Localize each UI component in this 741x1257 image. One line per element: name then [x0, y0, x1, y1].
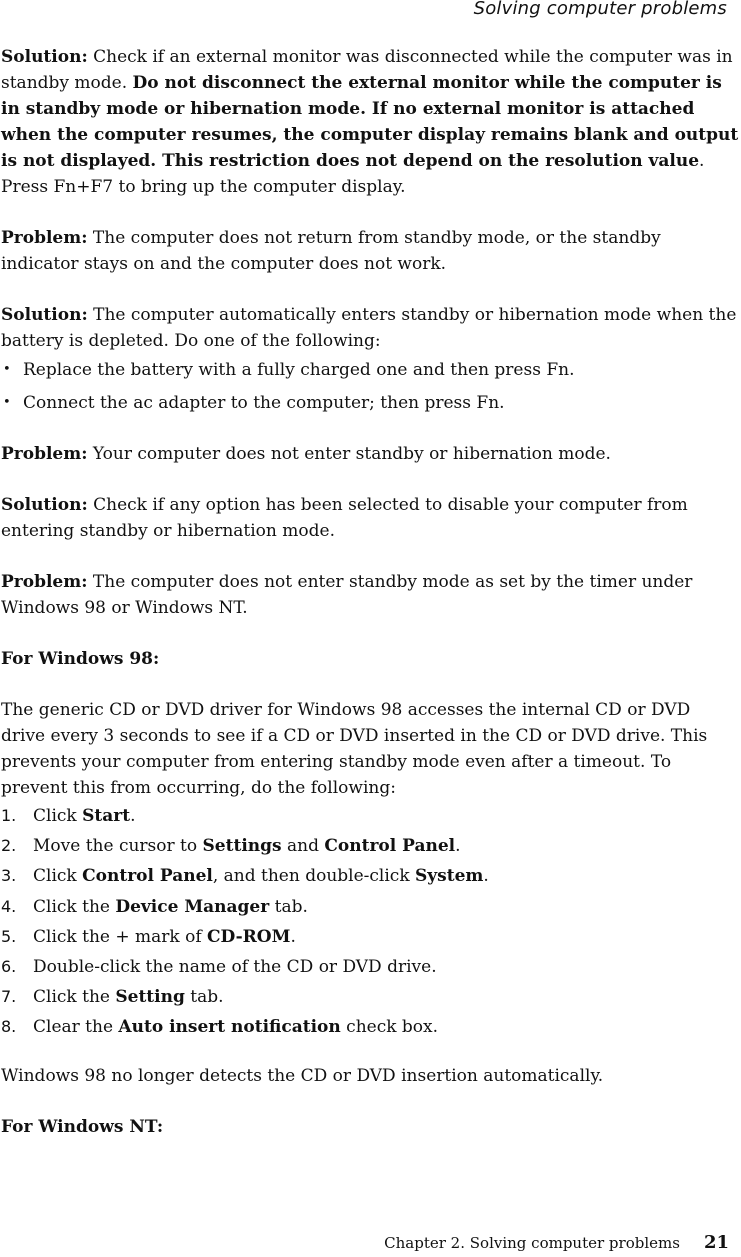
windowsnt-heading: For Windows NT: — [1, 1116, 164, 1137]
paragraph-text: Check if any option has been selected to disable your computer from entering standby or hibernation mode. — [1, 495, 688, 541]
windows98-intro: The generic CD or DVD driver for Windows 98 accesses the internal CD or DVD drive every 3 seconds to see if a CD or DVD inserted in the CD or DVD drive. This prevents your computer from entering standby mode even after a timeout. To prevent this from occurring, do the following: — [1, 700, 708, 798]
solution-label: Solution: — [1, 305, 88, 325]
ui-term: Device Manager — [115, 896, 270, 917]
step-text: and — [281, 836, 325, 857]
problem-paragraph-timer — [1, 569, 739, 621]
step-number: 3. — [1, 866, 17, 886]
step-text: check box. — [340, 1017, 439, 1038]
bullet-item: • Replace the battery with a fully charged one and then press Fn. — [1, 357, 739, 383]
problem-label: Problem: — [1, 444, 88, 464]
step-item — [1, 984, 739, 1010]
paragraph-text: The computer does not return from standby mode, or the standby indicator stays on and the computer does not work. — [1, 228, 661, 274]
page-footer — [384, 1232, 729, 1253]
step-text: Click — [33, 806, 83, 826]
paragraph-text: Your computer does not enter standby or hibernation mode. — [87, 444, 611, 464]
steps-list — [1, 803, 739, 1040]
ui-term: Setting — [115, 987, 185, 1008]
step-item — [1, 924, 739, 950]
step-item — [1, 803, 739, 829]
step-text: , and then double-click — [212, 866, 416, 887]
problem-paragraph-not-enter — [1, 441, 739, 467]
bullet-list — [1, 357, 739, 416]
step-text: . — [290, 926, 296, 947]
step-number: 1. — [1, 806, 17, 825]
body-text — [1, 44, 739, 1140]
solution-label: Solution: — [1, 47, 88, 67]
step-text: Click the — [33, 896, 116, 917]
step-text: . — [455, 836, 461, 857]
running-head: Solving computer problems — [473, 0, 727, 19]
warning-text: Do not disconnect the external monitor while the computer is in standby mode or hibernation mode. If no external monitor is attached when the computer resumes, the computer display remains blank and output is not displayed. This restriction does not depend on the resolution value — [1, 73, 739, 171]
page-number: 21 — [703, 1232, 729, 1253]
windows98-heading: For Windows 98: — [1, 649, 160, 669]
step-text: . — [130, 806, 136, 826]
problem-paragraph-standby-return — [1, 225, 739, 277]
step-item — [1, 1014, 739, 1040]
step-number: 4. — [1, 896, 17, 916]
step-number: 5. — [1, 926, 17, 946]
step-text: tab. — [269, 896, 308, 917]
step-number: 8. — [1, 1017, 17, 1037]
solution-paragraph-battery — [1, 302, 739, 354]
paragraph-text: The computer does not enter standby mode as set by the timer under Windows 98 or Windows NT. — [1, 572, 693, 618]
bullet-item: • Connect the ac adapter to the computer; then press Fn. — [1, 390, 739, 416]
step-text: Click the + mark of — [33, 926, 208, 947]
step-number: 6. — [1, 956, 17, 976]
step-text: Click — [33, 866, 83, 887]
ui-term: Start — [82, 806, 131, 826]
paragraph-text: . Press Fn+F7 to bring up the computer display. — [1, 151, 705, 197]
ui-term: Control Panel — [82, 866, 213, 887]
step-text: Move the cursor to — [33, 836, 203, 857]
paragraph-text: Check if an external monitor was disconnected while the computer was in standby mode. — [1, 47, 733, 93]
step-item — [1, 833, 739, 859]
step-item — [1, 863, 739, 889]
step-number: 7. — [1, 987, 17, 1007]
paragraph-text: The computer automatically enters standby or hibernation mode when the battery is depleted. Do one of the following: — [1, 305, 737, 351]
solution-paragraph-monitor — [1, 44, 739, 200]
step-text: Click the — [33, 987, 116, 1008]
ui-term: CD-ROM — [207, 926, 291, 947]
ui-term: System — [415, 866, 484, 887]
problem-label: Problem: — [1, 572, 88, 592]
ui-term: Auto insert notification — [118, 1017, 341, 1038]
footer-chapter: Chapter 2. Solving computer problems — [384, 1234, 680, 1252]
ui-term: Settings — [202, 836, 282, 857]
solution-paragraph-option — [1, 492, 739, 544]
step-item — [1, 894, 739, 920]
problem-label: Problem: — [1, 228, 88, 248]
windows98-outro: Windows 98 no longer detects the CD or DVD insertion automatically. — [1, 1065, 604, 1086]
step-text: Clear the — [33, 1017, 119, 1038]
step-text: . — [483, 866, 489, 887]
step-number: 2. — [1, 836, 17, 856]
step-text: Double-click the name of the CD or DVD drive. — [33, 956, 437, 977]
ui-term: Control Panel — [324, 836, 456, 857]
step-text: tab. — [184, 987, 224, 1008]
step-item — [1, 954, 739, 980]
solution-label: Solution: — [1, 495, 88, 515]
